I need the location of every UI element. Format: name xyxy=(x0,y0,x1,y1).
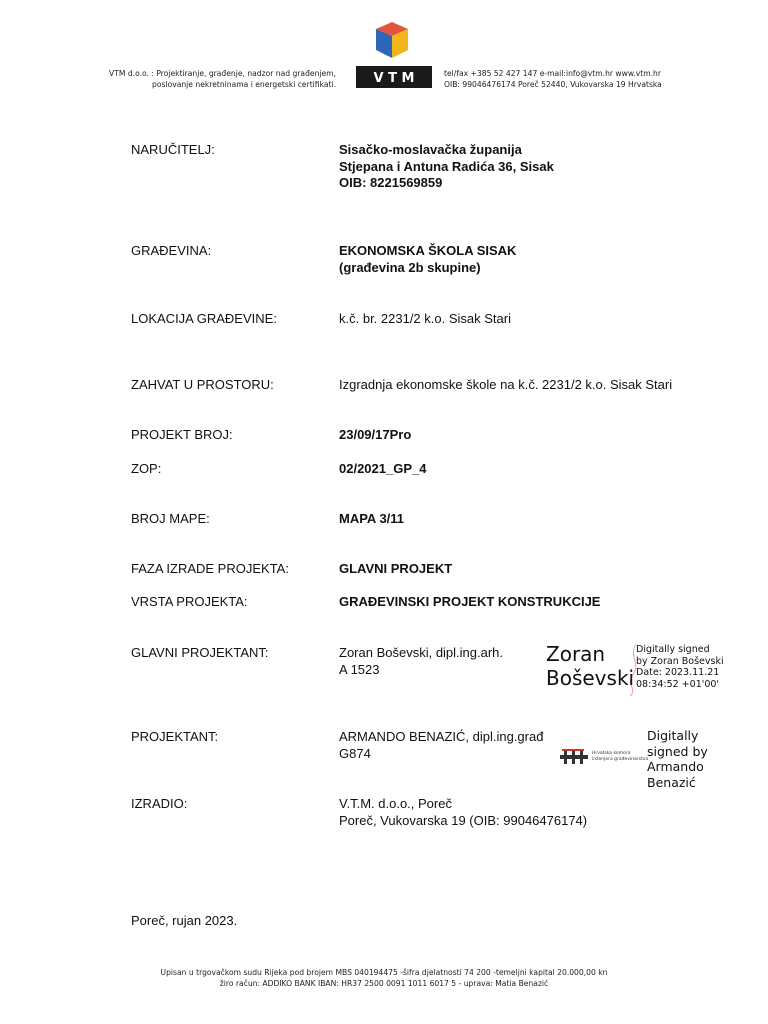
company-description-line2: poslovanje nekretninama i energetski certifikati. xyxy=(152,80,336,89)
company-description-line1: VTM d.o.o. : Projektiranje, građenje, nadzor nad građenjem, xyxy=(109,69,336,78)
vtm-logo xyxy=(354,20,434,92)
chamber-stamp-icon xyxy=(560,748,588,766)
signature-name-line: Boševski xyxy=(546,666,635,690)
signature-name-line: Zoran xyxy=(546,642,606,666)
field-value xyxy=(339,645,539,678)
footer xyxy=(0,968,768,989)
value-line: EKONOMSKA ŠKOLA SISAK xyxy=(339,243,517,258)
value-line: Zoran Boševski, dipl.ing.arh. xyxy=(339,645,504,660)
company-contact xyxy=(444,68,744,90)
digital-signature-armando[interactable] xyxy=(560,728,750,794)
field-label: IZRADIO: xyxy=(131,796,188,811)
value-line: ARMANDO BENAZIĆ, dipl.ing.građ xyxy=(339,729,544,744)
field-label: LOKACIJA GRAĐEVINE: xyxy=(131,311,277,326)
value-line: (građevina 2b skupine) xyxy=(339,259,481,275)
field-value: GLAVNI PROJEKT xyxy=(339,561,453,576)
footer-line1: Upisan u trgovačkom sudu Rijeka pod brojem MBS 040194475 -šifra djelatnosti 74 200 -temeljni kapital 20.000,00 kn xyxy=(160,968,608,977)
field-value xyxy=(339,796,719,829)
field-value xyxy=(339,142,719,192)
digital-signature-zoran[interactable] xyxy=(546,642,746,698)
field-label: BROJ MAPE: xyxy=(131,511,210,526)
chamber-stamp-text xyxy=(592,751,652,762)
signature-detail-line: Benazić xyxy=(647,774,696,790)
field-label: FAZA IZRADE PROJEKTA: xyxy=(131,561,289,576)
field-value xyxy=(339,243,719,276)
signature-detail-line: Date: 2023.11.21 xyxy=(636,667,720,678)
value-line: OIB: 8221569859 xyxy=(339,175,443,190)
stamp-line: Hrvatska komora xyxy=(592,751,631,756)
field-value: 23/09/17Pro xyxy=(339,427,412,442)
field-label: ZAHVAT U PROSTORU: xyxy=(131,377,274,392)
field-label: GLAVNI PROJEKTANT: xyxy=(131,645,269,660)
company-contact-line1: tel/fax +385 52 427 147 e-mail:info@vtm.hr www.vtm.hr xyxy=(444,69,661,78)
signature-name xyxy=(546,642,634,690)
stamp-line: inženjera građevinarstva xyxy=(592,756,649,762)
field-value: 02/2021_GP_4 xyxy=(339,461,427,476)
field-label: NARUČITELJ: xyxy=(131,142,215,157)
field-value: k.č. br. 2231/2 k.o. Sisak Stari xyxy=(339,311,511,326)
company-description xyxy=(70,68,336,90)
field-value xyxy=(339,729,554,762)
signature-detail-line: signed by xyxy=(647,743,708,759)
field-label: GRAĐEVINA: xyxy=(131,243,212,258)
value-line: Sisačko-moslavačka županija xyxy=(339,142,522,157)
value-line: A 1523 xyxy=(339,661,380,677)
signature-detail-line: Armando xyxy=(647,759,704,774)
logo-text: V T M xyxy=(373,71,415,86)
signature-detail-line: 08:34:52 +01'00' xyxy=(636,678,720,690)
value-line: V.T.M. d.o.o., Poreč xyxy=(339,796,452,811)
place-date: Poreč, rujan 2023. xyxy=(131,913,238,928)
signature-detail-line: Digitally signed xyxy=(636,644,710,655)
field-value: MAPA 3/11 xyxy=(339,511,405,526)
field-label: VRSTA PROJEKTA: xyxy=(131,594,248,609)
signature-details xyxy=(636,644,724,690)
footer-line2: žiro račun: ADDIKO BANK IBAN: HR37 2500 0091 1011 6017 5 - uprava: Matia Benazić xyxy=(219,978,549,988)
field-value: GRAĐEVINSKI PROJEKT KONSTRUKCIJE xyxy=(339,594,601,609)
signature-detail-line: by Zoran Boševski xyxy=(636,655,724,667)
signature-detail-line: Digitally xyxy=(647,728,699,743)
field-label: PROJEKT BROJ: xyxy=(131,427,233,442)
field-label: PROJEKTANT: xyxy=(131,729,219,744)
field-value: Izgradnja ekonomske škole na k.č. 2231/2 k.o. Sisak Stari xyxy=(339,377,673,392)
value-line: G874 xyxy=(339,745,371,761)
value-line: Stjepana i Antuna Radića 36, Sisak xyxy=(339,158,554,174)
value-line: Poreč, Vukovarska 19 (OIB: 99046476174) xyxy=(339,812,588,828)
company-contact-line2: OIB: 99046476174 Poreč 52440, Vukovarska 19 Hrvatska xyxy=(444,80,662,89)
field-label: ZOP: xyxy=(131,461,162,476)
signature-details xyxy=(647,728,708,790)
